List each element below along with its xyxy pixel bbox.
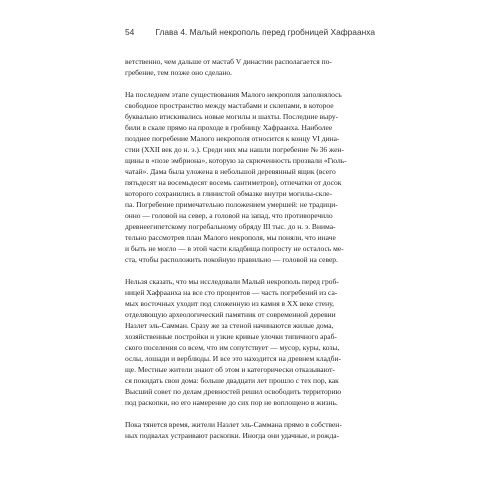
text-line: ослы, лошади и верблюды. И все это находится на древнем кладби- xyxy=(125,354,341,363)
text-line: На последнем этапе существования Малого некрополя заполнялось xyxy=(125,90,342,99)
text-line: и быть не могло — в этой части кладбища попросту не осталось ме- xyxy=(125,244,344,253)
text-line: Назлет эль-Самман. Сразу же за стеной начинаются жилые дома, xyxy=(125,321,334,330)
text-line: били в скале прямо на проходе в гробницу Хафраанха. Наиболее xyxy=(125,123,333,132)
text-line: позднее погребение Малого некрополя относится к концу VI дина- xyxy=(125,134,340,143)
text-line: ветственно, чем дальше от мастаб V династии располагается по- xyxy=(125,57,332,66)
page-number: 54 xyxy=(125,27,135,37)
text-line: которого сохранились в глинистой обмазке внутри могилы-скле- xyxy=(125,189,332,198)
paragraph-unfinished-excavation xyxy=(125,276,375,408)
text-line: ных подвалах устраивают раскопки. Иногда они удачные, и рожда- xyxy=(125,431,340,440)
text-line: ста, чтобы расположить покойную правильно — головой на север. xyxy=(125,255,338,264)
text-line: ского поселения со всем, что им сопутствует — мусор, куры, козы, xyxy=(125,343,340,352)
text-line: мых восточных уходит под сложенную из камня в XX веке стену, xyxy=(125,299,334,308)
paragraph-village-digs xyxy=(125,419,375,441)
text-line: гребение, тем позже оно сделано. xyxy=(125,68,233,77)
chapter-title: Глава 4. Малый некрополь перед гробницей Хафраанха xyxy=(155,27,375,37)
text-line: хозяйственные постройки и узкие кривые улочки типичного араб- xyxy=(125,332,337,341)
text-line: свободное пространство между мастабами и склепами, в которое xyxy=(125,101,334,110)
paragraph-continuation xyxy=(125,56,375,78)
body-text xyxy=(125,56,375,441)
running-head xyxy=(125,27,375,41)
text-line: чатай». Дама была уложена в небольшой деревянный ящик (всего xyxy=(125,167,336,176)
text-line: ще. Местные жители знают об этом и категорически отказывают- xyxy=(125,365,335,374)
text-line: Высший совет по делам древностей решил освободить территорию xyxy=(125,387,342,396)
text-line: онно — головой на север, а головой на запад, что противоречило xyxy=(125,211,333,220)
text-line: ся покидать свои дома: больше двадцати лет прошло с тех пор, как xyxy=(125,376,339,385)
text-line: Пока тянется время, жители Назлет эль-Саммана прямо в собствен- xyxy=(125,420,342,429)
text-line: Нельзя сказать, что мы исследовали Малый некрополь перед гроб- xyxy=(125,277,339,286)
text-line: тельно рассмотрев план Малого некрополя, мы поняли, что иначе xyxy=(125,233,336,242)
text-line: под раскопки, но его намерение до сих пор не воплощено в жизнь. xyxy=(125,398,338,407)
text-line: щины в «позе эмбриона», которую за скрюченность прозвали «Гюль- xyxy=(125,156,347,165)
text-line: буквально втискивались новые могилы и шахты. Последние выру- xyxy=(125,112,339,121)
text-line: ницей Хафраанха на все сто процентов — часть погребений из са- xyxy=(125,288,338,297)
paragraph-last-stage xyxy=(125,89,375,265)
text-line: отделяющую археологический памятник от современной деревни xyxy=(125,310,336,319)
text-line: древнеегипетскому погребальному обряду III тыс. до н. э. Внима- xyxy=(125,222,336,231)
text-line: па. Погребение примечательно положением умершей: не традици- xyxy=(125,200,338,209)
text-line: пятьдесят на восемьдесят восемь сантиметров), отпечатки от досок xyxy=(125,178,342,187)
text-line: стии (XXII век до н. э.). Среди них мы нашли погребение № 36 жен- xyxy=(125,145,344,154)
